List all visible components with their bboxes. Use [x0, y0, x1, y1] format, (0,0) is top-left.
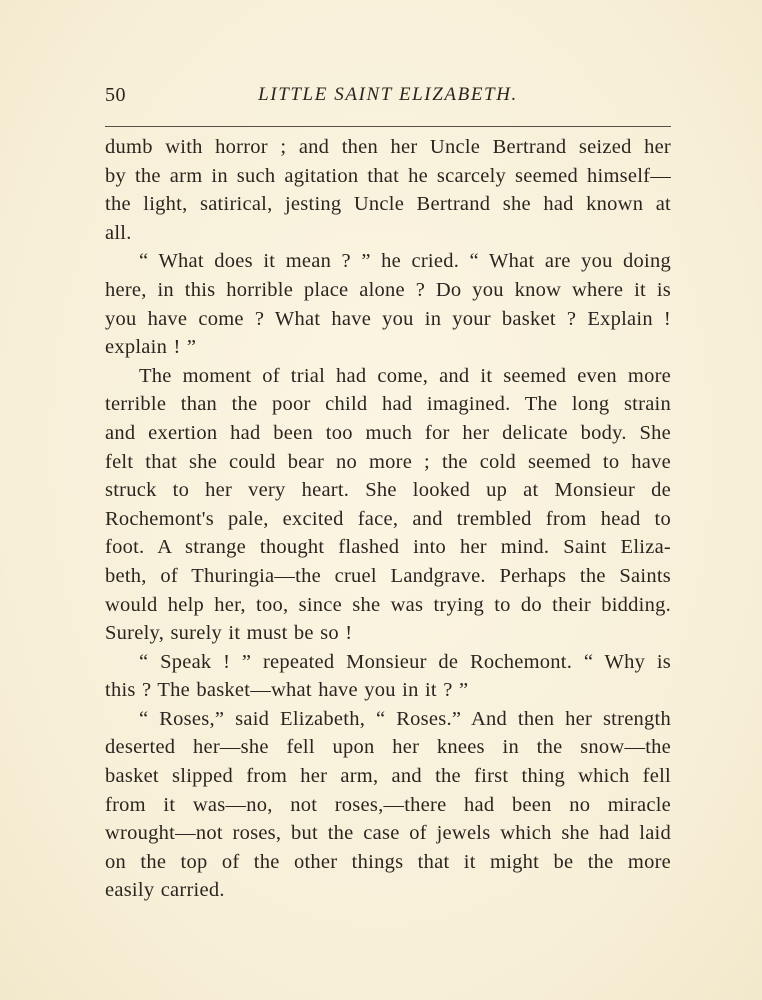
text-line: this ? The basket—what have you in it ? ”: [105, 679, 469, 702]
text-line: all.: [105, 221, 132, 244]
body-text: [105, 133, 671, 905]
text-line: Rochemont's pale, excited face, and trembled from head to: [105, 507, 671, 530]
text-line: “ Roses,” said Elizabeth, “ Roses.” And then her strength: [139, 707, 671, 730]
text-line: struck to her very heart. She looked up at Monsieur de: [105, 479, 671, 502]
text-line: terrible than the poor child had imagined. The long strain: [105, 393, 671, 416]
text-line: by the arm in such agitation that he scarcely seemed himself—: [105, 164, 671, 187]
text-line: Surely, surely it must be so !: [105, 622, 353, 645]
text-line: explain ! ”: [105, 336, 197, 359]
text-line: here, in this horrible place alone ? Do you know where it is: [105, 278, 671, 301]
text-line: felt that she could bear no more ; the cold seemed to have: [105, 450, 671, 473]
text-line: The moment of trial had come, and it seemed even more: [139, 364, 671, 387]
text-line: easily carried.: [105, 879, 225, 902]
text-line: “ Speak ! ” repeated Monsieur de Rochemont. “ Why is: [139, 650, 671, 673]
text-line: dumb with horror ; and then her Uncle Bertrand seized her: [105, 136, 671, 158]
header-rule: [105, 126, 671, 127]
text-line: foot. A strange thought flashed into her mind. Saint Eliza-: [105, 536, 671, 559]
running-title: LITTLE SAINT ELIZABETH.: [258, 84, 518, 105]
text-line: wrought—not roses, but the case of jewels which she had laid: [105, 822, 671, 845]
text-line: beth, of Thuringia—the cruel Landgrave. Perhaps the Saints: [105, 564, 671, 587]
text-line: deserted her—she fell upon her knees in the snow—the: [105, 736, 671, 759]
page-number: 50: [105, 84, 126, 106]
text-line: “ What does it mean ? ” he cried. “ What are you doing: [139, 250, 671, 273]
text-line: on the top of the other things that it might be the more: [105, 850, 671, 873]
text-line: basket slipped from her arm, and the first thing which fell: [105, 765, 671, 788]
text-line: and exertion had been too much for her delicate body. She: [105, 421, 671, 444]
page-header: [105, 80, 671, 114]
text-line: you have come ? What have you in your basket ? Explain !: [105, 307, 671, 330]
text-line: from it was—no, not roses,—there had been no miracle: [105, 793, 671, 816]
text-line: would help her, too, since she was trying to do their bidding.: [105, 593, 671, 616]
text-line: the light, satirical, jesting Uncle Bertrand she had known at: [105, 193, 671, 216]
